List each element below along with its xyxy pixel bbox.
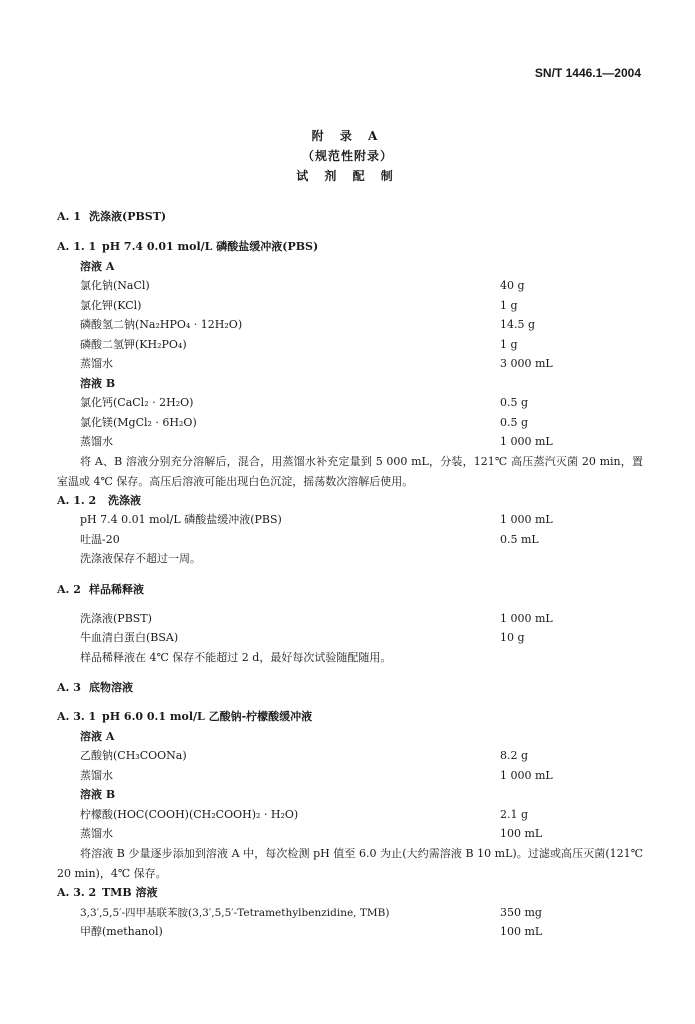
list-item: 蒸馏水 3 000 mL — [80, 357, 553, 370]
list-item: 3,3′,5,5′-四甲基联苯胺(3,3′,5,5′-Tetramethylbenzidine, TMB) 350 mg — [80, 906, 542, 919]
appendix-title: 试 剂 配 制 — [296, 169, 399, 183]
list-item: 蒸馏水 1 000 mL — [80, 769, 553, 782]
list-item: 氯化钙(CaCl₂ · 2H₂O) 0.5 g — [80, 396, 529, 409]
document-code: SN/T 1446.1—2004 — [534, 66, 641, 80]
section-a3-heading: A. 3 底物溶液 — [57, 681, 133, 694]
normative-label: （规范性附录） — [301, 149, 393, 163]
list-item: 氯化钠(NaCl) 40 g — [80, 279, 525, 292]
section-a11-heading: A. 1. 1 pH 7.4 0.01 mol/L 磷酸盐缓冲液(PBS) — [57, 240, 319, 253]
section-a2-heading: A. 2 样品稀释液 — [57, 583, 144, 596]
list-item: 磷酸氢二钠(Na₂HPO₄ · 12H₂O) 14.5 g — [80, 318, 536, 331]
paragraph-a11-instructions: 将 A、B 溶液分别充分溶解后，混合，用蒸馏水补充定量到 5 000 mL，分装，121℃ 高压蒸汽灭菌 20 min，置室温或 4℃ 保存。高压后溶液可能出现白色沉淀，摇荡数次溶解后使用。 — [57, 455, 643, 488]
list-item: 乙酸钠(CH₃COONa) 8.2 g — [80, 749, 529, 762]
solution-a-label: 溶液 A — [80, 730, 115, 743]
solution-a-label: 溶液 A — [80, 260, 115, 273]
section-a31-heading: A. 3. 1 pH 6.0 0.1 mol/L 乙酸钠-柠檬酸缓冲液 — [57, 710, 313, 723]
list-item: 洗涤液(PBST) 1 000 mL — [80, 612, 553, 625]
list-item: 氯化钾(KCl) 1 g — [80, 299, 518, 312]
list-item: 蒸馏水 100 mL — [80, 827, 543, 840]
appendix-titles — [0, 126, 695, 186]
list-item: 甲醇(methanol) 100 mL — [80, 925, 543, 938]
note-a12: 洗涤液保存不超过一周。 — [80, 552, 201, 565]
note-a2: 样品稀释液在 4℃ 保存不能超过 2 d，最好每次试验随配随用。 — [80, 651, 392, 664]
list-item: pH 7.4 0.01 mol/L 磷酸盐缓冲液(PBS) 1 000 mL — [80, 513, 553, 526]
paragraph-a31-instructions: 将溶液 B 少量逐步添加到溶液 A 中，每次检测 pH 值至 6.0 为止(大约需溶液 B 10 mL)。过滤或高压灭菌(121℃ 20 min)，4℃ 保存。 — [57, 847, 643, 880]
list-item: 氯化镁(MgCl₂ · 6H₂O) 0.5 g — [80, 416, 529, 429]
list-item: 蒸馏水 1 000 mL — [80, 435, 553, 448]
appendix-label: 附 录 A — [311, 129, 384, 143]
list-item: 吐温-20 0.5 mL — [80, 533, 539, 546]
solution-b-label: 溶液 B — [80, 377, 116, 390]
section-a12-heading: A. 1. 2 洗涤液 — [57, 494, 141, 507]
solution-b-label: 溶液 B — [80, 788, 116, 801]
section-a1-heading: A. 1 洗涤液(PBST) — [57, 210, 167, 223]
list-item: 磷酸二氢钾(KH₂PO₄) 1 g — [80, 338, 518, 351]
list-item: 柠檬酸(HOC(COOH)(CH₂COOH)₂ · H₂O) 2.1 g — [80, 808, 529, 821]
list-item: 牛血清白蛋白(BSA) 10 g — [80, 631, 525, 644]
section-a32-heading: A. 3. 2 TMB 溶液 — [57, 886, 158, 899]
